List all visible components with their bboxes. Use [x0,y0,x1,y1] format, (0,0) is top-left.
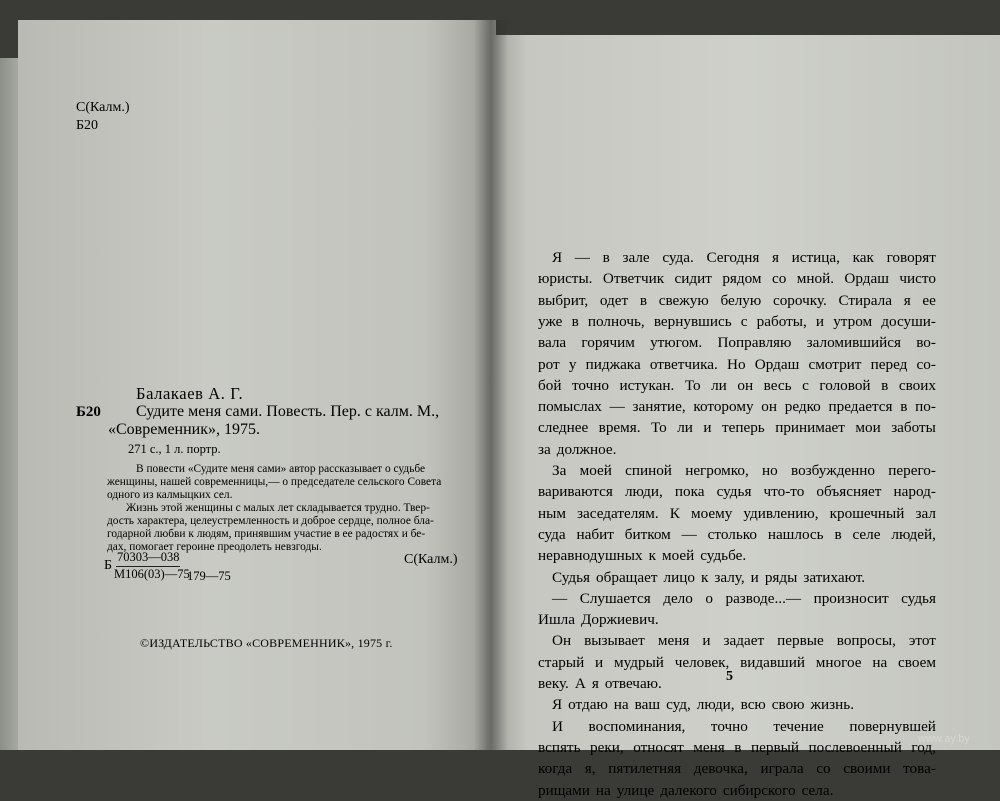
bib-line-2: «Современник», 1975. [108,421,261,438]
text-line: когда я, пятилетняя девочка, играла со своими това- [538,760,936,778]
annotation-line: дах, помогает героине преодолеть невзгоды. [107,541,322,553]
show-through-title [118,140,130,178]
text-line: веку. А я отвечаю. [538,675,662,692]
class-code: С(Калм.) [76,100,130,115]
code-top: 70303—038 [117,550,180,564]
text-line: старый и мудрый человек, видавший многое на своем [538,653,936,671]
annotation-line: одного из калмыцких сел. [107,489,233,501]
text-line: Он вызывает меня и задает первые вопросы, этот [552,632,936,650]
code-b: Б [104,558,113,573]
annotation-line: В повести «Судите меня сами» автор рассказывает о судьбе [136,463,426,475]
bib-line-1: Судите меня сами. Повесть. Пер. с калм. М., [136,403,440,420]
show-through-text [223,100,227,116]
text-line: неравнодушных к моей судьбе. [538,547,747,565]
text-line: За моей спиной негромко, но возбужденно перего- [552,462,936,479]
bib-line-3: 271 с., 1 л. портр. [128,442,221,456]
text-line: Судья обращает лицо к залу, и ряды затихают. [552,568,866,586]
text-line: рищами на улице далекого сибирского села. [538,781,834,799]
text-line: юристы. Ответчик сидит рядом со мной. Ордаш чисто [538,270,936,288]
text-line: выбрит, одет в свежую белую сорочку. Стирала я ее [538,291,936,309]
copyright-line: ©ИЗДАТЕЛЬСТВО «СОВРЕМЕННИК», 1975 г. [140,636,393,650]
text-line: суда набит битком — столько нашлось в селе людей, [538,525,936,543]
text-line: за должное. [538,440,617,458]
text-line: ным заседателям. К моему удивлению, крошечный зал [538,504,936,522]
text-line: следнее время. То ли и теперь принимает мои заботы [538,419,936,437]
code-after: 179—75 [187,569,231,583]
text-line: рот у пиджака ответчика. Но Ордаш смотрит перед со- [538,355,936,373]
text-line: вариваются люди, пока судья что-то объясняет народ- [538,483,936,501]
text-line: — Слушается дело о разводе...— произносит судья [552,589,936,607]
watermark: www.ay.by [918,733,970,745]
text-line: бой точно истукан. То ли он весь с головой в своих [538,376,936,394]
text-line: вспять реки, относят меня в первый послевоенный год, [538,738,936,756]
text-line: Я отдаю на ваш суд, люди, всю свою жизнь. [552,696,855,714]
text-line: помыслах — занятие, которому он редко предается в по- [538,398,936,416]
annotation-line: годарной любви к людям, принявшим участие в ее радостях и бе- [107,528,426,540]
class-code-bottom: С(Калм.) [404,552,458,567]
text-line: И воспоминания, точно течение повернувшей [552,717,936,735]
book-gutter [474,20,508,750]
annotation-line: Жизнь этой женщины с малых лет складывается трудно. Твер- [126,502,430,514]
index-left: Б20 [76,404,101,420]
annotation-line: дость характера, целеустремленность и доброе сердце, полное бла- [107,515,434,527]
author-name: Балакаев А. Г. [136,384,244,403]
text-line: вала горячим утюгом. Поправляю заломившийся во- [538,334,936,352]
text-line: Я — в зале суда. Сегодня я истица, как говорят [552,249,936,266]
code-bottom: М106(03)—75 [114,567,190,581]
text-line: уже в полночь, вернувшись с работы, и утром досуши- [538,312,936,330]
index-code: Б20 [76,118,99,133]
annotation-line: женщины, нашей современницы,— о председателе сельского Совета [107,476,442,488]
text-line: Ишла Доржиевич. [538,611,659,629]
page-number: 5 [726,669,733,684]
